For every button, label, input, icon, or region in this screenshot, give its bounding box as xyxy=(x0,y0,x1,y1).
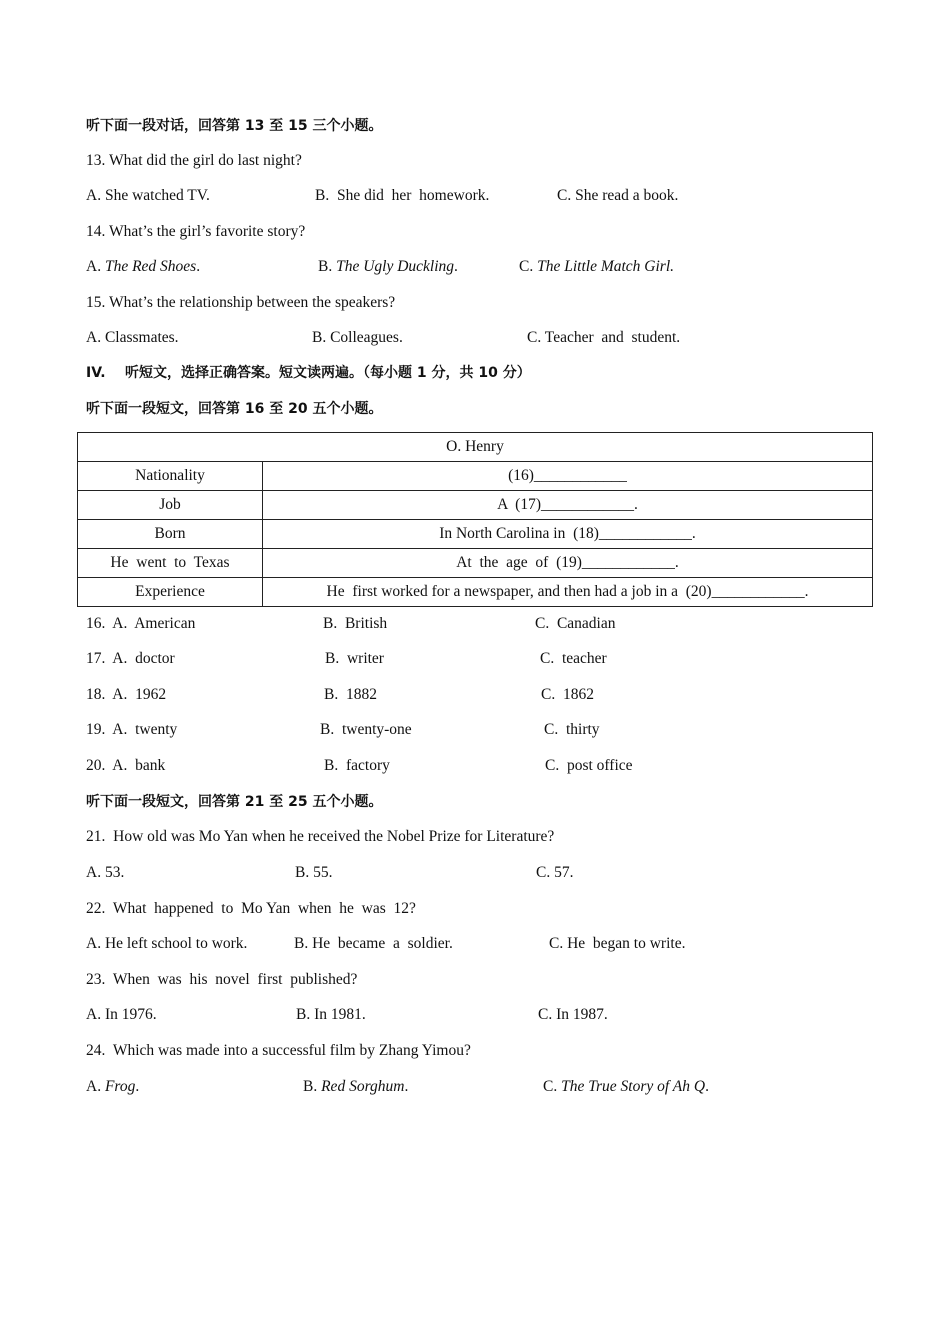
table-row xyxy=(78,491,873,520)
q24-b-prefix: B. xyxy=(303,1078,322,1095)
q13-option-a: A. She watched TV. xyxy=(86,187,210,204)
q15-option-a: A. Classmates. xyxy=(86,329,179,346)
table-value: He first worked for a newspaper, and then had a job in a (20)____________. xyxy=(263,578,873,607)
part-iv-heading: IV. 听短文，选择正确答案。短文读两遍。（每小题 1 分，共 10 分） xyxy=(86,365,531,381)
q14-b-title: The Ugly Duckling xyxy=(336,258,455,275)
question-13: 13. What did the girl do last night? xyxy=(86,152,302,169)
q18-option-c: C. 1862 xyxy=(541,686,594,703)
table-row xyxy=(78,549,873,578)
q18-option-b: B. 1882 xyxy=(324,686,377,703)
q21-option-a: A. 53. xyxy=(86,864,125,881)
table-label: Experience xyxy=(78,578,263,607)
q23-option-a: A. In 1976. xyxy=(86,1006,157,1023)
q22-option-b: B. He became a soldier. xyxy=(294,935,453,952)
q15-option-b: B. Colleagues. xyxy=(312,329,403,346)
q24-b-title: Red Sorghum xyxy=(321,1078,405,1095)
q20-option-a: 20. A. bank xyxy=(86,757,166,774)
q24-a-title: Frog xyxy=(104,1078,136,1095)
q14-c-title: The Little Match Girl. xyxy=(537,258,675,275)
q24-a-prefix: A. xyxy=(86,1078,105,1095)
q13-option-b: B. She did her homework. xyxy=(315,187,490,204)
q19-option-c: C. thirty xyxy=(544,721,600,738)
q22-option-c: C. He began to write. xyxy=(549,935,686,952)
q14-a-prefix: A. xyxy=(86,258,105,275)
q14-option-c xyxy=(519,257,674,277)
table-row xyxy=(78,520,873,549)
table-value: At the age of (19)____________. xyxy=(263,549,873,578)
table-label: Job xyxy=(78,491,263,520)
q14-b-prefix: B. xyxy=(318,258,337,275)
q23-option-b: B. In 1981. xyxy=(296,1006,366,1023)
q24-option-a xyxy=(86,1077,139,1097)
question-15: 15. What’s the relationship between the speakers? xyxy=(86,294,396,311)
q14-a-suffix: . xyxy=(196,258,201,275)
table-row xyxy=(78,462,873,491)
q24-b-suffix: . xyxy=(404,1078,409,1095)
question-14: 14. What’s the girl’s favorite story? xyxy=(86,223,306,240)
q20-option-c: C. post office xyxy=(545,757,633,774)
q19-option-b: B. twenty-one xyxy=(320,721,412,738)
question-23: 23. When was his novel first published? xyxy=(86,971,358,988)
section-heading-13-15: 听下面一段对话，回答第 13 至 15 三个小题。 xyxy=(86,118,383,134)
q19-option-a: 19. A. twenty xyxy=(86,721,178,738)
q14-b-suffix: . xyxy=(454,258,458,275)
table-title: O. Henry xyxy=(78,433,873,462)
section-heading-16-20: 听下面一段短文，回答第 16 至 20 五个小题。 xyxy=(86,401,383,417)
q22-option-a: A. He left school to work. xyxy=(86,935,248,952)
q24-option-b xyxy=(303,1077,408,1097)
q18-option-a: 18. A. 1962 xyxy=(86,686,167,703)
q16-option-b: B. British xyxy=(323,615,388,632)
question-22: 22. What happened to Mo Yan when he was 12? xyxy=(86,900,416,917)
table-label: He went to Texas xyxy=(78,549,263,578)
o-henry-table xyxy=(77,432,873,607)
table-value: (16)____________ xyxy=(263,462,873,491)
question-21: 21. How old was Mo Yan when he received the Nobel Prize for Literature? xyxy=(86,828,555,845)
q24-a-suffix: . xyxy=(135,1078,140,1095)
q24-c-title: The True Story of Ah Q xyxy=(561,1078,706,1095)
q13-option-c: C. She read a book. xyxy=(557,187,679,204)
question-24: 24. Which was made into a successful film by Zhang Yimou? xyxy=(86,1042,471,1059)
q17-option-b: B. writer xyxy=(325,650,384,667)
table-value: In North Carolina in (18)____________. xyxy=(263,520,873,549)
section-heading-21-25: 听下面一段短文，回答第 21 至 25 五个小题。 xyxy=(86,794,383,810)
q17-option-c: C. teacher xyxy=(540,650,607,667)
table-row xyxy=(78,578,873,607)
q21-option-c: C. 57. xyxy=(536,864,574,881)
table-row xyxy=(78,433,873,462)
table-value: A (17)____________. xyxy=(263,491,873,520)
q14-option-a xyxy=(86,257,200,277)
q14-a-title: The Red Shoes xyxy=(104,258,197,275)
table-label: Born xyxy=(78,520,263,549)
q15-option-c: C. Teacher and student. xyxy=(527,329,681,346)
table-label: Nationality xyxy=(78,462,263,491)
q23-option-c: C. In 1987. xyxy=(538,1006,608,1023)
q17-option-a: 17. A. doctor xyxy=(86,650,175,667)
q20-option-b: B. factory xyxy=(324,757,390,774)
q24-c-prefix: C. xyxy=(543,1078,562,1095)
q24-option-c xyxy=(543,1077,709,1097)
q14-option-b xyxy=(318,257,458,277)
q14-c-prefix: C. xyxy=(519,258,538,275)
q24-c-suffix: . xyxy=(705,1078,709,1095)
q16-option-a: 16. A. American xyxy=(86,615,196,632)
q16-option-c: C. Canadian xyxy=(535,615,616,632)
q21-option-b: B. 55. xyxy=(295,864,333,881)
